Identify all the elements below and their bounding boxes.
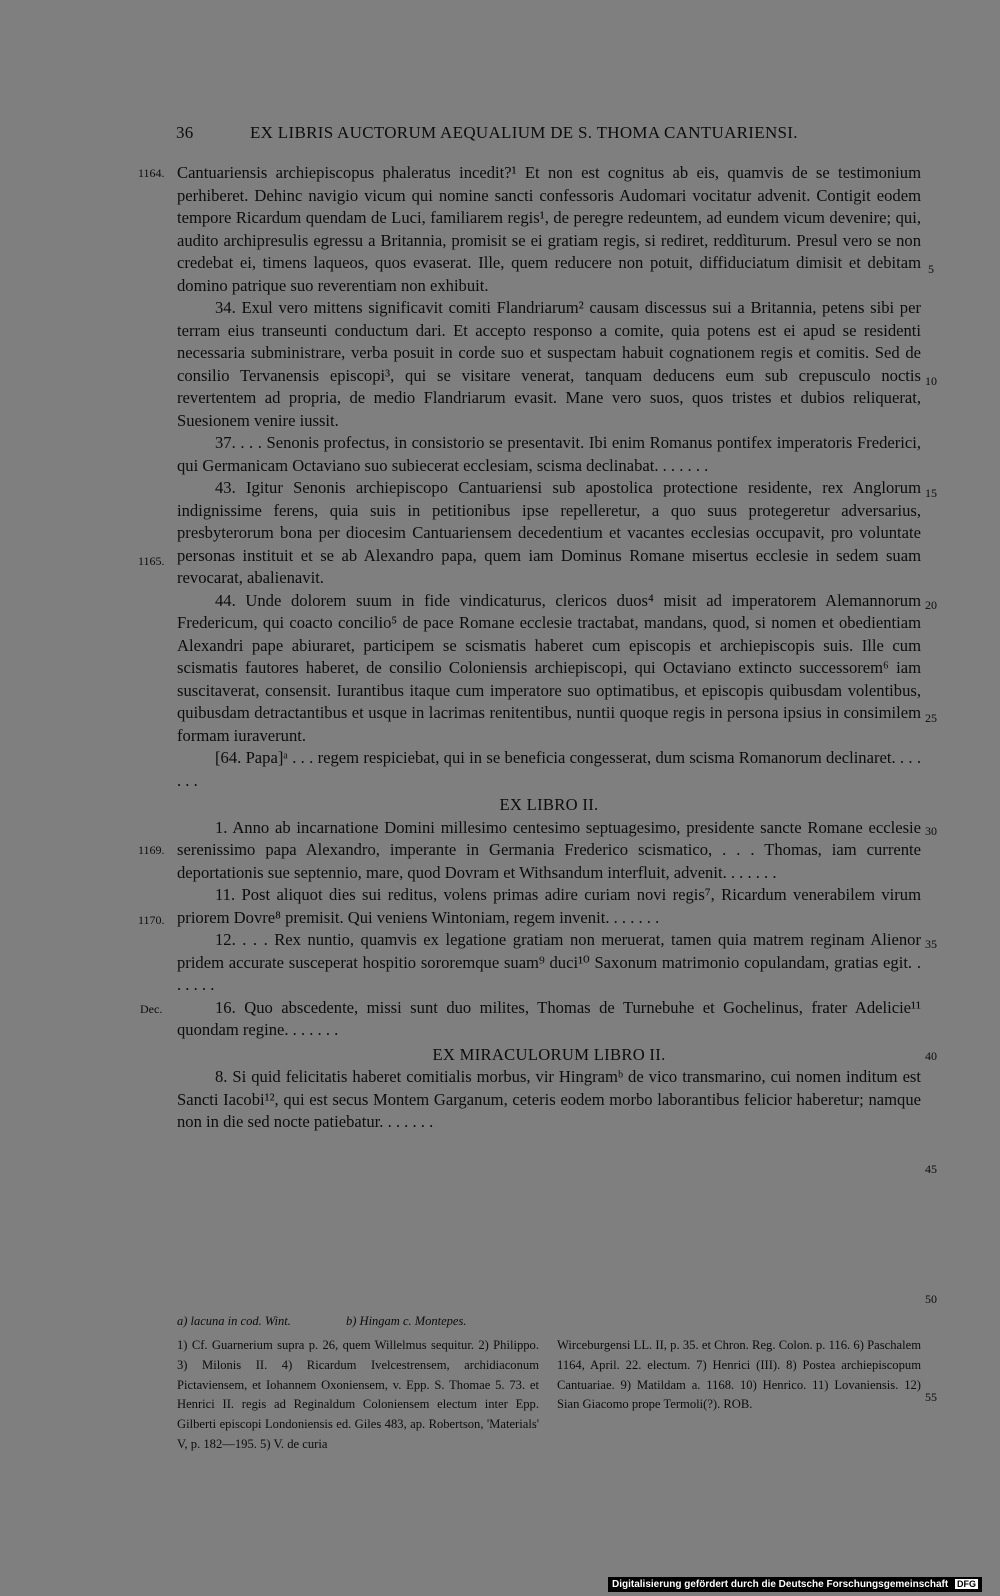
margin-year: 1164.: [138, 166, 165, 180]
paragraph: Cantuariensis archiepiscopus phaleratus incedit?¹ Et non est cognitus ab eis, quamvis de se testimonium perhiberet. Dehinc navigio vicum qui nomine sancti confessoris Audomari vocitatur advenit. Contigit eodem tempore Ricardum quendam de Luci, familiarem regis¹, de peregre redeuntem, ad eundem vicum devenire; qui, audito archipresulis egressu a Britannia, promisit se ei gratiam regis, si rediret, reddìturum. Presul vero se non credebat ei, timens laqueos, quos evaserat. Ille, quem reducere non potuit, diffiduciatum dimisit et debitam domino patrique suo reverentiam non exhibuit.: [177, 163, 921, 295]
section-heading: EX MIRACULORUM LIBRO II.: [432, 1044, 666, 1064]
section-heading: EX LIBRO II.: [499, 795, 599, 814]
paragraph: 16. Quo abscedente, missi sunt duo milites, Thomas de Turnebuhe et Gochelinus, frater Adelicie¹¹ quondam regine. . . . . . .: [177, 997, 921, 1039]
line-number: 30: [925, 824, 937, 838]
digitization-banner: [608, 1577, 982, 1592]
paragraph: 12. . . . Rex nuntio, quamvis ex legatione gratiam non meruerat, tamen quia matrem reginam Alienor pridem accurate susceperat hospitio sororemque suam⁹ duci¹⁰ Saxonum matrimonio copulandam, gratias egit. . . . . . .: [177, 930, 921, 994]
footnotes-right-column: Wirceburgensi LL. II, p. 35. et Chron. Reg. Colon. p. 116. 6) Paschalem 1164, April. 22. electum. 7) Henrici (III). 8) Postea archiepiscopum Cantuariae. 9) Matildam a. 1168. 10) Henrico. 11) Lovaniensis. 12) Sian Giacomo prope Termoli(?). ROB.: [557, 1338, 921, 1412]
line-number: 35: [925, 937, 937, 951]
margin-year: 1169.: [138, 843, 165, 857]
main-text: [177, 162, 921, 1134]
line-number: 50: [925, 1292, 937, 1306]
banner-text: Digitalisierung gefördert durch die Deutsche Forschungsgemeinschaft: [612, 1579, 949, 1590]
footnotes-left-column: 1) Cf. Guarnerium supra p. 26, quem Willelmus sequitur. 2) Philippo. 3) Milonis II. 4) Ricardum Ivelcestrensem, archidiaconum Pictaviensem, et Iohannem Oxoniensem, v. Epp. S. Thomae 5. 73. et Henrici II. regis ad Reginaldum Coloniensem electum inter Epp. Gilberti episcopi Londoniensis ed. Giles 483, ap. Robertson, 'Materials' V, p. 182—195. 5) V. de curia: [177, 1338, 539, 1451]
paragraph: 34. Exul vero mittens significavit comiti Flandriarum² causam discessus sui a Britannia, petens sibi per terram eius transeunti conductum dari. Et accepto responso a comite, quia potens est ei apud se residenti necessaria subministrare, verba posuit in corde suo et suspectam habuit cognationem regis et comitis. Sed de consilio Tervanensis episcopi³, qui se visitare venerat, tanquam deducens eum sub crepusculo noctis revertentem ad propria, de medio Flandriarum evasit. Mane vero suos, quos tristes et dubios reliquerat, Suesionem venire iussit.: [177, 298, 921, 430]
line-number: 55: [925, 1390, 937, 1404]
line-number: 15: [925, 486, 937, 500]
page-number: 36: [176, 123, 194, 142]
paragraph: 11. Post aliquot dies sui reditus, volens primas adire curiam novi regis⁷, Ricardum venerabilem virum priorem Dovre⁸ premisit. Qui veniens Wintoniam, regem invenit. . . . . . .: [177, 885, 921, 927]
margin-year: 1165.: [138, 554, 165, 568]
paragraph: 43. Igitur Senonis archiepiscopo Cantuariensi sub apostolica protectione residente, rex Anglorum indignissime ferens, quia suis in petitionibus ipse repelleretur, a quo suus protegeretur adversarius, presbyterorum bona per diocesim Cantuariensem decedentium et vacantes ecclesias occupavit, pro voluntate personas instituit et se ab Alexandro papa, quem iam Dominus Romane misertus ecclesie in sedem suam revocarat, abalienavit.: [177, 478, 921, 587]
line-number: 45: [925, 1162, 937, 1176]
dfg-logo: DFG: [956, 1579, 976, 1589]
paragraph: 44. Unde dolorem suum in fide vindicaturus, clericos duos⁴ misit ad imperatorem Alemannorum Fredericum, qui coacto concilio⁵ de pace Romane ecclesie tractabat, mandans, quod, si nomen et obedientiam Alexandri pape abiuraret, participem se scismatis haberet cum episcopis et archiepiscopis suis. Ille cum scismatis fautores haberet, de consilio Coloniensis archiepiscopi, qui Octaviano extincto successorem⁶ iam suscitaverat, consensit. Iurantibus itaque cum imperatore suo optimatibus, et episcopis quibusdam volentibus, quibusdam detractantibus et usque in lacrimas renitentibus, nuntii quoque regis in persona ipsius in consimilem formam iuraverunt.: [177, 590, 921, 745]
running-title: EX LIBRIS AUCTORUM AEQUALIUM DE S. THOMA CANTUARIENSI.: [250, 123, 798, 142]
margin-year: 1170.: [138, 913, 165, 927]
paragraph: 8. Si quid felicitatis haberet comitialis morbus, vir Hingramᵇ de vico transmarino, cui nomen inditum est Sancti Iacobi¹², qui est secus Montem Garganum, ceteris eodem morbo laborantibus felicior haberetur; namque non in die sed nocte patiebatur. . . . . . .: [177, 1067, 921, 1131]
line-number: 40: [925, 1049, 937, 1063]
apparatus-note: a) lacuna in cod. Wint.: [177, 1314, 291, 1328]
line-number: 10: [925, 374, 937, 388]
margin-year: Dec.: [140, 1002, 163, 1016]
paragraph: 1. Anno ab incarnatione Domini millesimo centesimo septuagesimo, presidente sancte Romane ecclesie serenissimo papa Alexandro, imperante in Germania Frederico scismatico, . . . Thomas, iam currente deportationis sue septennio, mare, quod Dovram et Withsandum interfluit, advenit. . . . . . .: [177, 817, 921, 882]
apparatus-note: b) Hingam c. Montepes.: [346, 1314, 467, 1328]
line-number: 5: [928, 262, 934, 276]
paragraph: [64. Papa]ᵃ . . . regem respiciebat, qui in se beneficia congesserat, dum scisma Romanorum declinaret. . . . . . .: [177, 748, 921, 790]
paragraph: 37. . . . Senonis profectus, in consistorio se presentavit. Ibi enim Romanus pontifex imperatoris Frederici, qui Germanicam Octaviano suo subiecerat ecclesiam, scisma declinabat. . . . . . .: [177, 433, 921, 475]
line-number: 20: [925, 598, 937, 612]
line-number: 25: [925, 711, 937, 725]
critical-apparatus: [177, 1314, 921, 1329]
